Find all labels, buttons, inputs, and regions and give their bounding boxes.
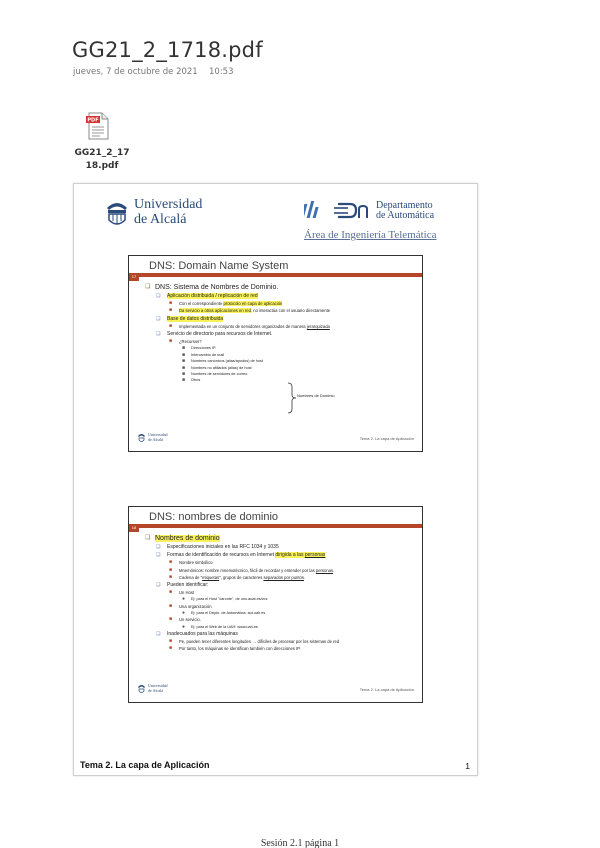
slide-line-text: Nombres de dominio	[155, 535, 220, 542]
slide-line-text: Implementada en un conjunto de servidores organizados de manera	[179, 323, 307, 329]
department-logo	[304, 194, 474, 240]
slide-line-text: Un servicio.	[179, 617, 201, 623]
slide-line-highlight: dirigida a las	[275, 552, 305, 559]
slide-title: DNS: nombres de dominio	[149, 511, 279, 523]
note-time: 10:53	[209, 67, 234, 77]
page-footer-title: Tema 2. La capa de Aplicación	[80, 760, 210, 770]
slide-line: ■ Da servicio a otras aplicaciones en red, no interactúa con el usuario directamente	[169, 307, 331, 314]
pdf-page	[73, 183, 478, 776]
university-name-line1: Universidad	[134, 197, 203, 212]
slide-line-text: Pe, pueden tener diferentes longitudes → difíciles de procesar por los sistemas de red	[179, 639, 340, 645]
slide-line: ■ Intercambio de mail	[182, 351, 225, 358]
slide-footer-text: Tema 2. La capa de Aplicación	[359, 436, 414, 441]
slide-line-text: Especificaciones iniciales en las RFC 1034 y 1035	[167, 544, 279, 550]
slide-line: ❑ Especificaciones iniciales en las RFC 1034 y 1035	[156, 544, 279, 550]
pdf-badge-text: PDF	[87, 117, 99, 124]
slide-footer-text: Tema 2. La capa de Aplicación	[359, 687, 414, 692]
slide-line-text: , no interactúa con el usuario directamente	[250, 308, 331, 314]
slide-line-underline: personas	[315, 567, 334, 573]
pdf-attachment[interactable]	[72, 112, 142, 173]
slide-line-text: DNS: Sistema de Nombres de Dominio.	[155, 284, 279, 291]
university-logo	[104, 196, 214, 232]
slide-line: ❑ DNS: Sistema de Nombres de Dominio.	[145, 284, 279, 291]
slide-title: DNS: Domain Name System	[149, 260, 289, 272]
slide-line-underline: separados por puntos	[263, 574, 304, 580]
slide-line: ■ ¿Recursos?	[169, 338, 202, 345]
slide-17	[128, 255, 423, 452]
brace-icon	[287, 382, 297, 414]
slide-line-text: Servicio de directorio para recursos de Internet.	[167, 331, 273, 338]
slide-line-text-mid: ", grupos de caracteres	[219, 574, 264, 580]
slide-line: ❑ Base de datos distribuida	[156, 315, 224, 322]
slide-line-text: Con el correspondiente	[179, 301, 224, 307]
slide-line-text: Pueden identificar:	[167, 582, 209, 589]
slide-number: 17	[129, 273, 139, 281]
slide-line-text: Nombre simbólico.	[179, 560, 214, 566]
department-name-line1: Departamento	[376, 200, 433, 211]
slide-line-text: Otros	[191, 378, 201, 383]
slide-line-text: Mnemónicos: nombre mnemotécnico, fácil de recordar y entender por las	[179, 567, 316, 573]
slide-line: ❑ Pueden identificar:	[156, 582, 209, 589]
slide-footer-logo	[137, 432, 177, 444]
slide-line: ❑ Inadecuados para las máquinas	[156, 631, 238, 638]
slide-line: ■ Implementada en un conjunto de servidores organizados de manera jerarquizada	[169, 322, 330, 329]
slide-footer-logo-line1: Universidad	[148, 683, 168, 688]
slide-line: ● Ej: para el Web de la UAH: www.uah.es	[182, 623, 258, 630]
slide-line-text: ¿Recursos?	[179, 339, 202, 345]
slide-footer-logo-line1: Universidad	[148, 432, 168, 437]
university-crest-icon	[137, 683, 146, 694]
slide-line: ■ Direcciones IP.	[182, 345, 217, 352]
slide-line-text: Por tanto, los máquinas se identifican también con direcciones IP.	[179, 646, 301, 652]
department-mark-icon	[304, 198, 372, 224]
slide-line: ● Ej: para el Host "caronte", de uno.auat.es/vcs	[182, 596, 268, 603]
slide-footer-logo	[137, 683, 177, 695]
slide-line-text: Direcciones IP.	[191, 346, 217, 351]
slide-footer-logo-line2: de Alcalá	[148, 436, 163, 442]
slide-line: ■ Con el correspondiente protocolo en capa de aplicación	[169, 300, 283, 307]
slide-line-text: Base de datos distribuida	[167, 315, 224, 322]
slide-line: ■ Cadena de "etiquetas", grupos de caracteres separados por puntos.	[169, 573, 306, 580]
department-name-line2: de Automática	[376, 210, 435, 221]
note-date: jueves, 7 de octubre de 2021	[73, 67, 198, 77]
slide-body	[141, 283, 419, 384]
slide-line: ❑ Nombres de dominio	[145, 535, 220, 542]
slide-line-text: Aplicación distribuida / replicación de red	[167, 293, 258, 299]
slide-line-text-end: .	[303, 574, 306, 580]
slide-line: ❑ Aplicación distribuida / replicación de red	[156, 293, 258, 299]
slide-title-bar	[129, 524, 423, 528]
slide-line-text: Ej: para el Web de la UAH: www.uah.es	[191, 624, 258, 629]
page-number: 1	[465, 761, 470, 771]
slide-line: ■ Nombres no afiliados (alias) de host	[182, 364, 252, 371]
slide-line-text: Inadecuados para las máquinas	[167, 631, 238, 638]
slide-line-text: Nombres no afiliados (alias) de host	[191, 365, 252, 370]
slide-line: ■ Otros	[182, 377, 201, 384]
slide-line: ● Ej: para el Depto. de Automática: aut.uah.es	[182, 610, 266, 617]
slide-body	[141, 534, 419, 653]
note-title: GG21_2_1718.pdf	[72, 38, 263, 62]
slide-line: ■ Nombres canónicos (alias/apodos) de host	[182, 358, 263, 365]
slide-line-highlight-underline: personas	[304, 552, 326, 559]
slide-18	[128, 506, 423, 703]
slide-line: ❑ Servicio de directorio para recursos de Internet.	[156, 331, 273, 338]
slide-line: ■ Nombre simbólico.	[169, 559, 214, 566]
university-name-line2: de Alcalá	[134, 212, 187, 227]
slide-line: ❑ Formas de identificación de recursos en Internet dirigida a las personas	[156, 552, 326, 559]
slide-line-highlight: Da servicio a otras aplicaciones en red	[179, 308, 251, 314]
slide-title-bar	[129, 273, 423, 277]
slide-line: ■ Un Host	[169, 589, 195, 596]
session-footer: Sesión 2.1 página 1	[260, 838, 340, 848]
slide-line-underline: etiquetas	[202, 574, 220, 580]
brace-label: Nombres de Dominio	[297, 393, 335, 398]
university-crest-icon	[104, 198, 130, 228]
slide-line-text: Una organización	[179, 603, 212, 609]
attachment-name-line2: 18.pdf	[85, 161, 119, 171]
slide-line: ■ Por tanto, los máquinas se identifican también con direcciones IP.	[169, 645, 301, 652]
slide-line-text: Cadena de "	[179, 574, 203, 580]
attachment-name-line1: GG21_2_17	[74, 148, 130, 158]
university-crest-icon	[137, 432, 146, 443]
pdf-file-icon[interactable]	[86, 112, 110, 140]
slide-line-text: Nombres canónicos (alias/apodos) de host	[191, 359, 263, 364]
slide-line: ■ Mnemónicos: nombre mnemotécnico, fácil de recordar y entender por las personas.	[169, 566, 335, 573]
slide-line-highlight: protocolo en capa de aplicación	[223, 301, 283, 307]
slide-line-underline: jerarquizada	[306, 323, 330, 329]
slide-line-text-end: .	[333, 567, 335, 573]
slide-line-text: Ej: para el Host "caronte", de uno.auat.es/vcs	[191, 597, 268, 602]
slide-number: 18	[129, 524, 139, 532]
slide-line: ■ Una organización	[169, 602, 212, 609]
slide-line: ■ Un servicio.	[169, 616, 201, 623]
area-name: Área de Ingeniería Telemática	[304, 229, 437, 241]
slide-line-text: Ej: para el Depto. de Automática: aut.uah.es	[191, 611, 266, 616]
slide-line-text: Formas de identificación de recursos en Internet	[167, 552, 276, 559]
slide-line-text: Intercambio de mail	[191, 352, 225, 357]
slide-line-text: Un Host	[179, 590, 195, 596]
attachment-name[interactable]	[72, 147, 132, 173]
slide-line: ■ Nombres de servidores de correo	[182, 371, 248, 378]
slide-footer-logo-line2: de Alcalá	[148, 687, 163, 693]
slide-line: ■ Pe, pueden tener diferentes longitudes → difíciles de procesar por los sistemas de red	[169, 638, 340, 645]
slide-line-text: Nombres de servidores de correo	[191, 372, 248, 377]
